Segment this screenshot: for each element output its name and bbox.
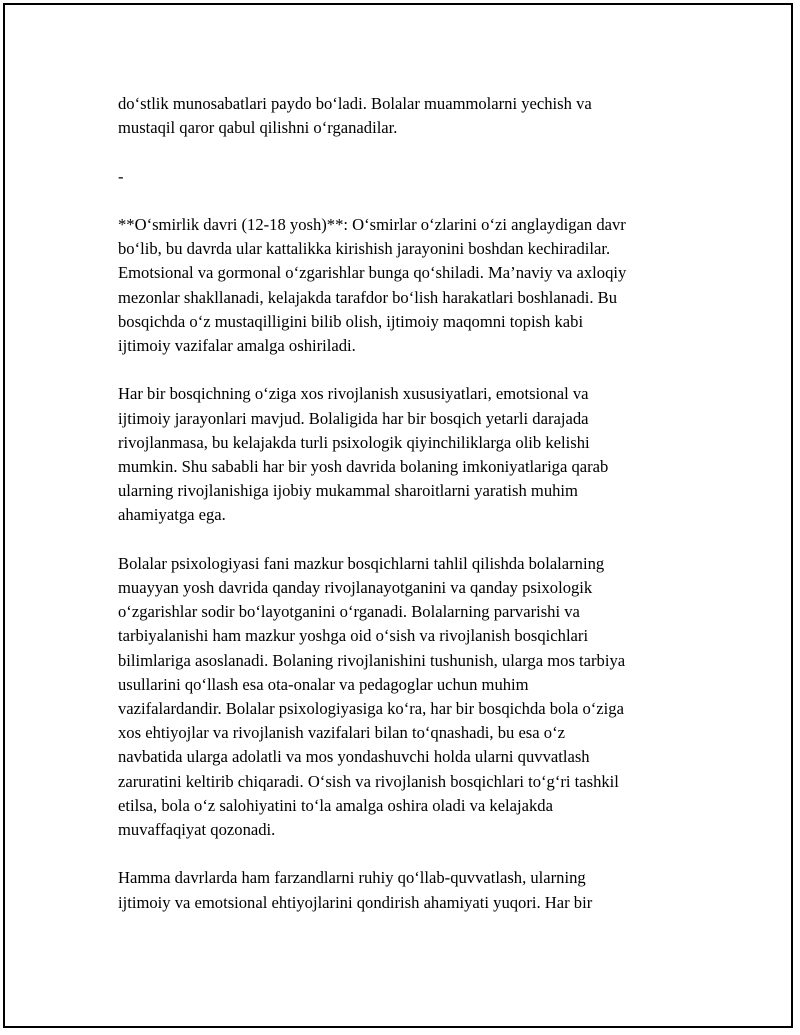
text-line: ahamiyatga ega. (118, 505, 226, 525)
text-line: Har bir bosqichning o‘ziga xos rivojlanish xususiyatlari, emotsional va (118, 384, 589, 404)
text-line: ularning rivojlanishiga ijobiy mukammal sharoitlarni yaratish muhim (118, 481, 578, 501)
text-line: ijtimoiy va emotsional ehtiyojlarini qondirish ahamiyati yuqori. Har bir (118, 892, 593, 912)
text-line: mezonlar shakllanadi, kelajakda tarafdor bo‘lish harakatlari boshlanadi. Bu (118, 287, 618, 307)
paragraph-dash (118, 165, 678, 189)
text-line: zaruratini keltirib chiqaradi. O‘sish va rivojlanish bosqichlari to‘g‘ri tashkil (118, 771, 619, 791)
text-line: bo‘lib, bu davrda ular kattalikka kirishish jarayonini boshdan kechiradilar. (118, 239, 611, 259)
text-line: **O‘smirlik davri (12-18 yosh)**: O‘smirlar o‘zlarini o‘zi anglaydigan davr (118, 214, 626, 234)
text-line: mumkin. Shu sababli har bir yosh davrida bolaning imkoniyatlariga qarab (118, 457, 609, 476)
text-line: Emotsional va gormonal o‘zgarishlar bunga qo‘shiladi. Ma’naviy va axloqiy (118, 263, 627, 283)
text-line: bilimlariga asoslanadi. Bolaning rivojlanishini tushunish, ularga mos tarbiya (118, 650, 626, 670)
text-line: Hamma davrlarda ham farzandlarni ruhiy qo‘llab-quvvatlash, ularning (118, 868, 586, 888)
paragraph-stages (118, 382, 678, 527)
text-line: ijtimoiy vazifalar amalga oshiriladi. (118, 336, 356, 355)
text-line: usullarini qo‘llash esa ota-onalar va pedagoglar uchun muhim (118, 674, 529, 694)
text-line: Bolalar psixologiyasi fani mazkur bosqichlarni tahlil qilishda bolalarning (118, 553, 605, 573)
text-line: bosqichda o‘z mustaqilligini bilib olish, ijtimoiy maqomni topish kabi (118, 311, 584, 331)
text-line: xos ehtiyojlar va rivojlanish vazifalari bilan to‘qnashadi, bu esa o‘z (118, 723, 565, 743)
document-body (118, 92, 678, 939)
text-line: etilsa, bola o‘z salohiyatini to‘la amalga oshira oladi va kelajakda (118, 795, 553, 815)
text-line: rivojlanmasa, bu kelajakda turli psixologik qiyinchiliklarga olib kelishi (118, 432, 590, 452)
text-line: vazifalardandir. Bolalar psixologiyasiga ko‘ra, har bir bosqichda bola o‘ziga (118, 699, 624, 719)
text-line: do‘stlik munosabatlari paydo bo‘ladi. Bolalar muammolarni yechish va (118, 94, 592, 113)
text-line: o‘zgarishlar sodir bo‘layotganini o‘rganadi. Bolalarning parvarishi va (118, 602, 580, 622)
text-line: ijtimoiy jarayonlari mavjud. Bolaligida har bir bosqich yetarli darajada (118, 408, 589, 428)
paragraph-friendship (118, 92, 678, 140)
text-line: muvaffaqiyat qozonadi. (118, 820, 276, 840)
paragraph-adolescence (118, 213, 678, 358)
text-line: navbatida ularga adolatli va mos yondashuvchi holda ularni quvvatlash (118, 747, 590, 767)
dash-separator: - (118, 166, 124, 186)
paragraph-support (118, 866, 678, 914)
paragraph-psychology (118, 552, 678, 842)
text-line: mustaqil qaror qabul qilishni o‘rganadilar. (118, 118, 398, 138)
text-line: muayyan yosh davrida qanday rivojlanayotganini va qanday psixologik (118, 578, 593, 597)
text-line: tarbiyalanishi ham mazkur yoshga oid o‘sish va rivojlanish bosqichlari (118, 626, 589, 646)
